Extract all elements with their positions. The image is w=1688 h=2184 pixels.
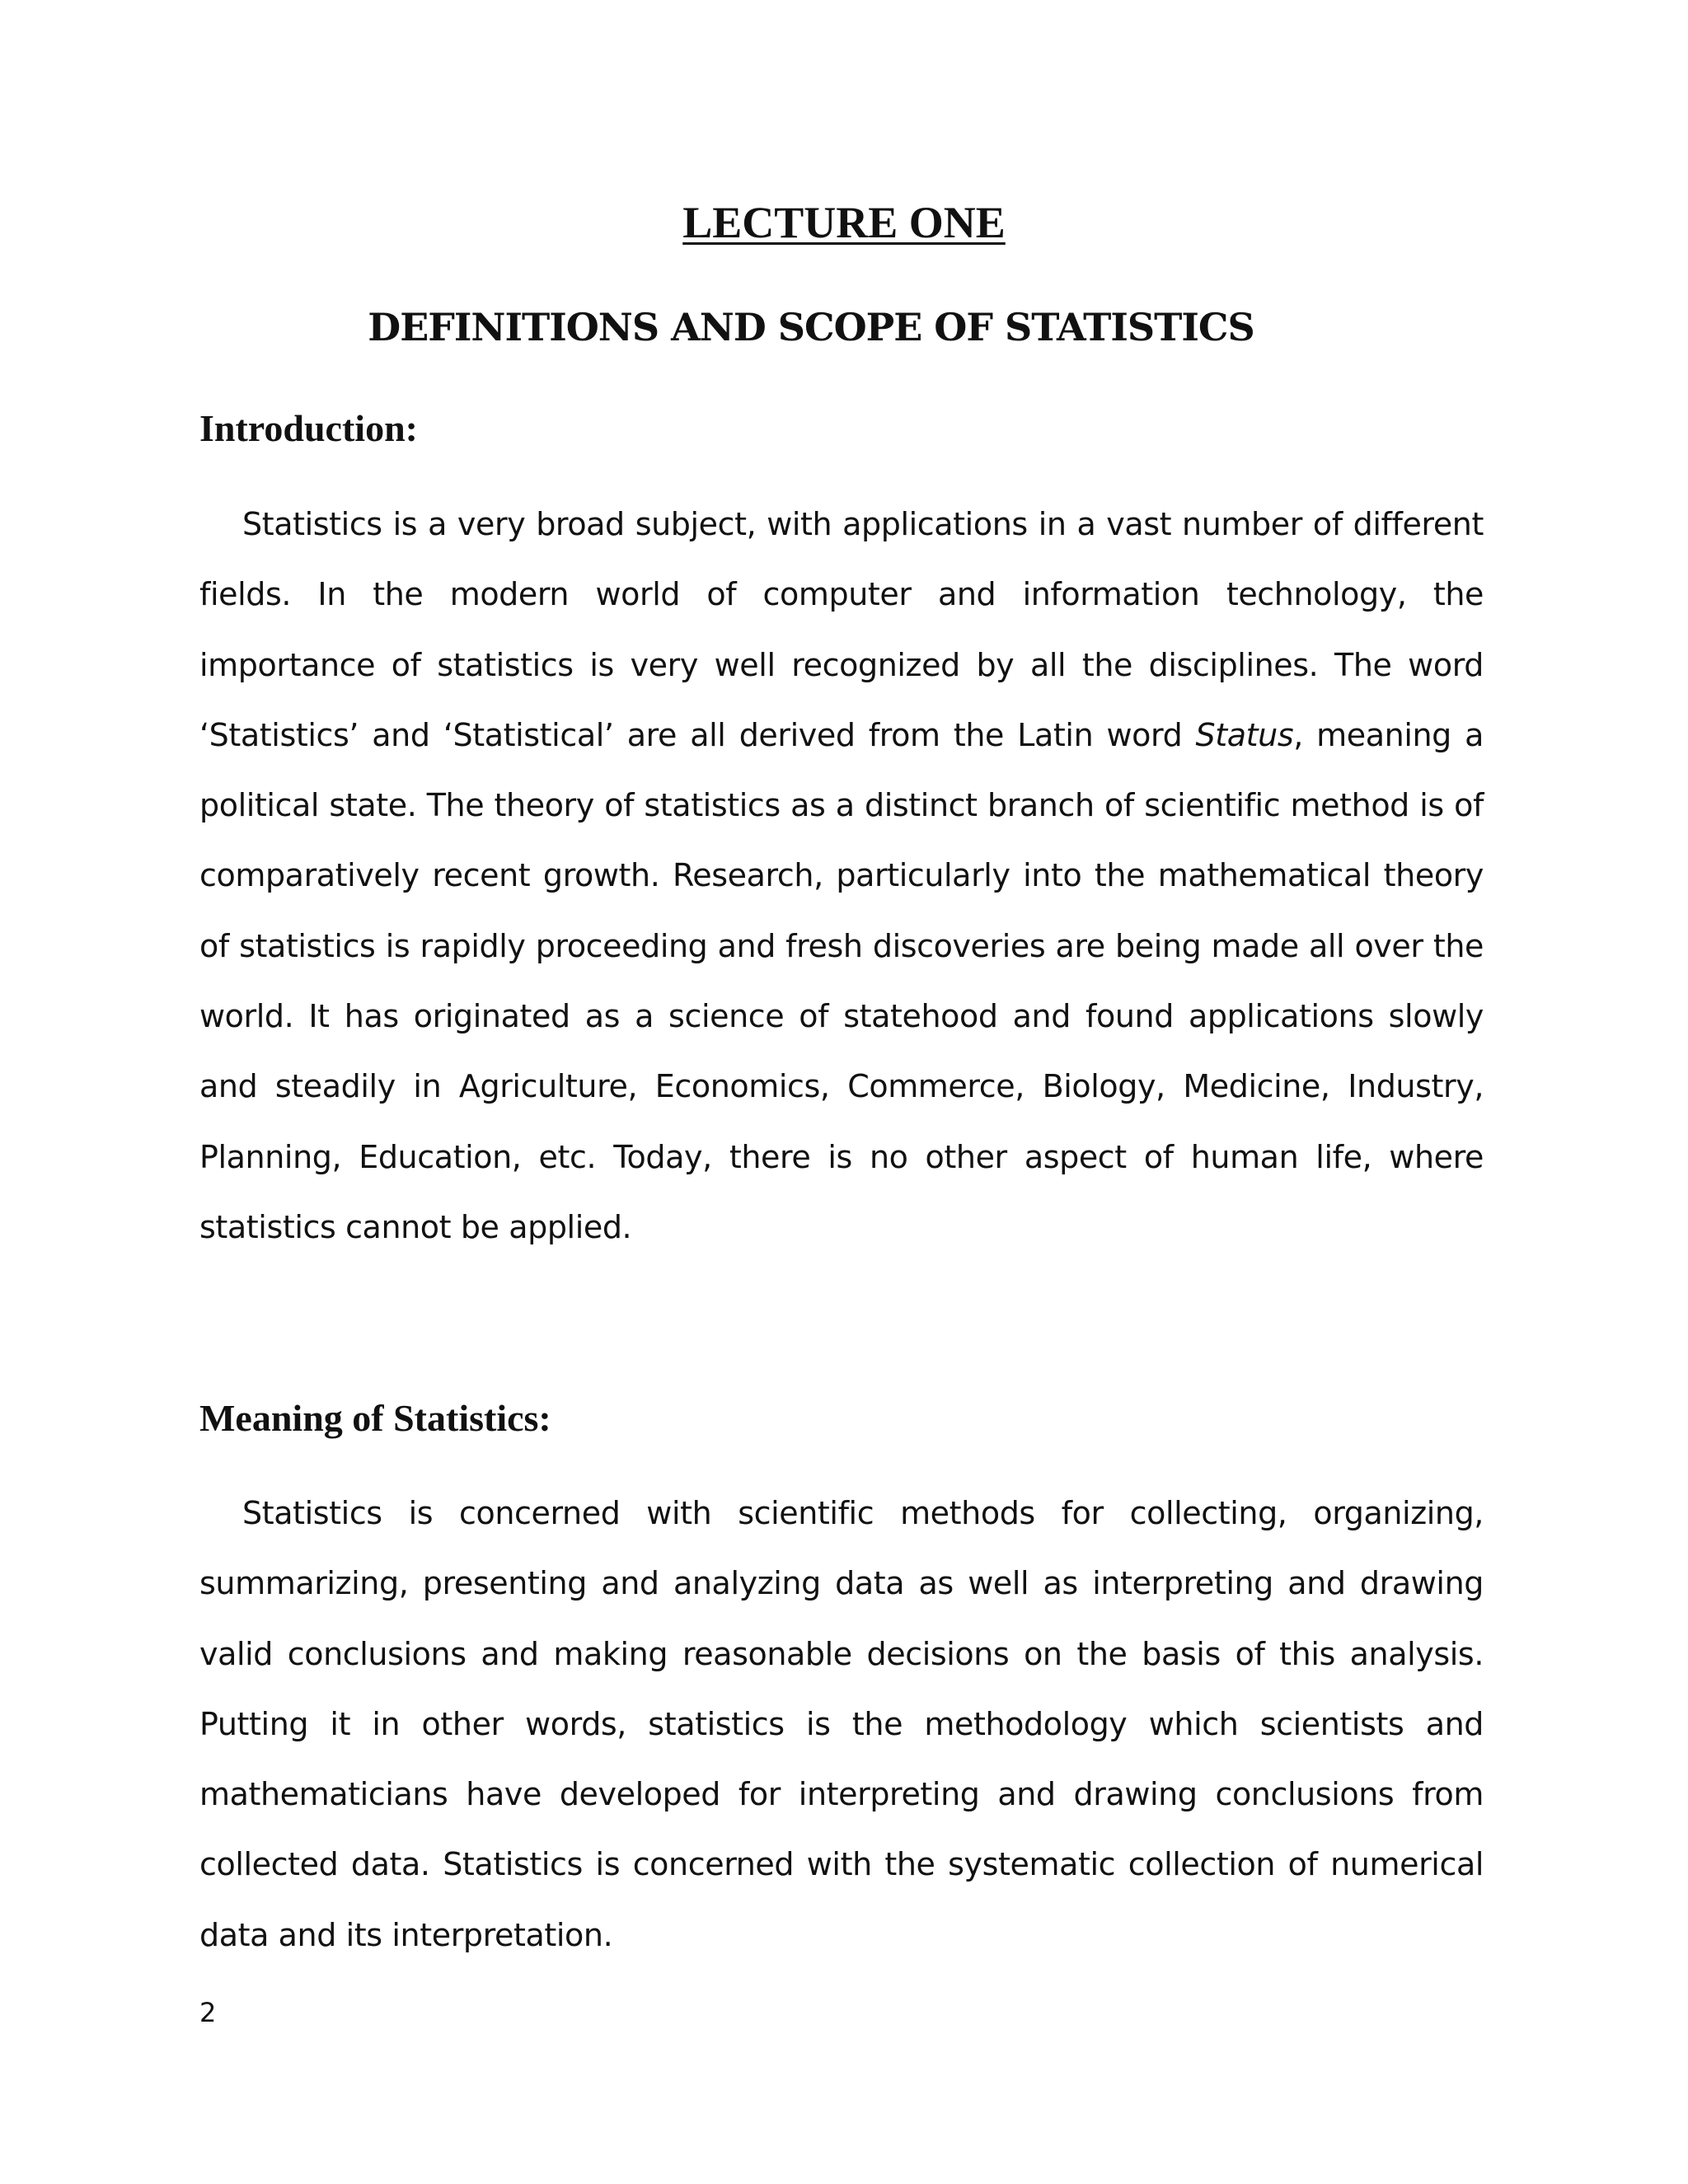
page-number: 2: [199, 1997, 217, 2028]
lecture-subtitle: DEFINITIONS AND SCOPE OF STATISTICS: [368, 305, 1254, 349]
introduction-paragraph: [199, 490, 1484, 1263]
latin-word-status: Status: [1195, 716, 1294, 753]
lecture-title: [0, 196, 1688, 249]
introduction-text-after-italic: , meaning a political state. The theory of statistics as a distinct branch of scientific method is of comparatively recent growth. Research, particularly into the mathematical theory of statistics is rapidly proceeding and fresh discoveries are being made all over the world. It has originated as a science of statehood and found applications slowly and steadily in Agriculture, Economics, Commerce, Biology, Medicine, Industry, Planning, Education, etc. Today, there is no other aspect of human life, where statistics cannot be applied.: [199, 716, 1484, 1245]
meaning-of-statistics-heading: Meaning of Statistics:: [199, 1397, 551, 1439]
introduction-heading: Introduction:: [199, 407, 418, 449]
lecture-title-text: LECTURE ONE: [682, 198, 1006, 247]
introduction-text-before-italic: Statistics is a very broad subject, with applications in a vast number of different fields. In the modern world of computer and information technology, the importance of statistics is very well recognized by all the disciplines. The word ‘Statistics’ and ‘Statistical’ are all derived from the Latin word: [199, 506, 1484, 753]
meaning-of-statistics-paragraph: Statistics is concerned with scientific methods for collecting, organizing, summarizing, presenting and analyzing data as well as interpreting and drawing valid conclusions and making reasonable decisions on the basis of this analysis. Putting it in other words, statistics is the methodology which scientists and mathematicians have developed for interpreting and drawing conclusions from collected data. Statistics is concerned with the systematic collection of numerical data and its interpretation.: [199, 1495, 1484, 1953]
